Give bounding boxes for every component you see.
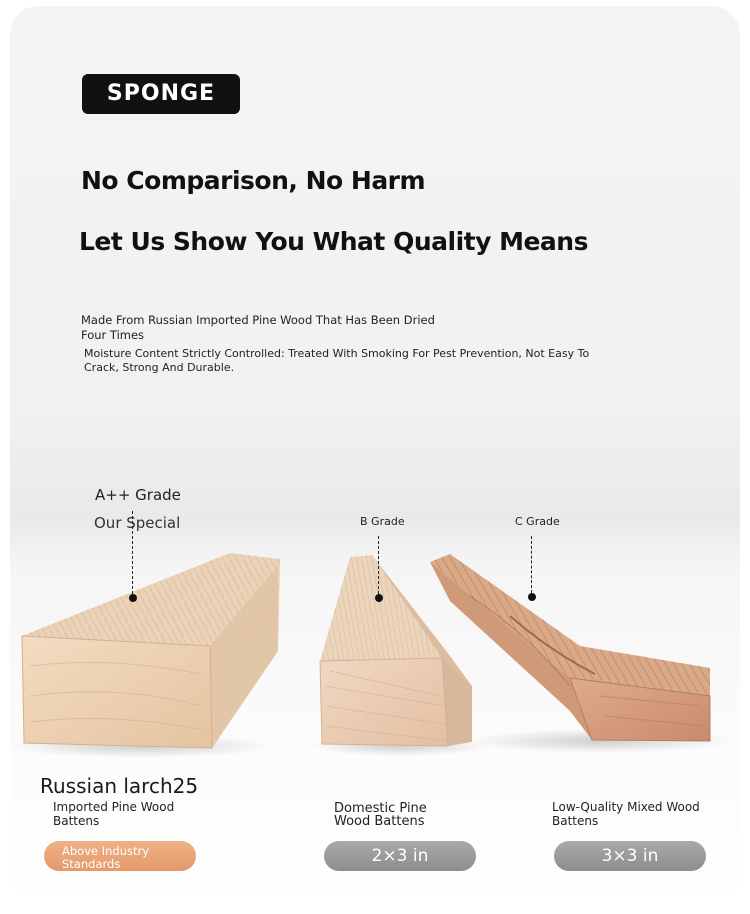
size-pill-b: 2×3 in bbox=[324, 841, 476, 871]
pointer-dot-c bbox=[528, 593, 536, 601]
batten-a-grade bbox=[22, 553, 280, 748]
pointer-dot-b bbox=[375, 594, 383, 602]
product-name-b: Domestic Pine Wood Battens bbox=[334, 801, 427, 829]
pointer-line-a bbox=[132, 511, 133, 594]
grade-label-c: C Grade bbox=[515, 515, 560, 528]
brand-logo: SPONGE bbox=[82, 74, 240, 114]
tag-text-a: Above Industry Standards bbox=[62, 844, 150, 871]
description-treatment: Moisture Content Strictly Controlled: Treated With Smoking For Pest Prevention, Not Easy To Crack, Strong And Durable. bbox=[84, 347, 590, 374]
product-comparison-card bbox=[10, 6, 740, 906]
size-pill-c: 3×3 in bbox=[554, 841, 706, 871]
grade-label-b: B Grade bbox=[360, 515, 405, 528]
grade-subtitle-a: Our Special bbox=[94, 514, 181, 532]
pointer-line-b bbox=[378, 536, 379, 594]
product-title-a: Russian larch25 bbox=[40, 774, 199, 798]
headline-primary: No Comparison, No Harm bbox=[81, 166, 426, 195]
pointer-line-c bbox=[531, 536, 532, 593]
pointer-dot-a bbox=[129, 594, 137, 602]
wood-battens-illustration bbox=[10, 6, 740, 906]
tag-pill-a bbox=[44, 841, 196, 871]
product-name-c: Low-Quality Mixed Wood Battens bbox=[552, 800, 700, 828]
product-name-a: Imported Pine Wood Battens bbox=[53, 800, 175, 828]
headline-secondary: Let Us Show You What Quality Means bbox=[79, 227, 588, 256]
description-origin: Made From Russian Imported Pine Wood That Has Been Dried Four Times bbox=[81, 313, 435, 342]
grade-label-a: A++ Grade bbox=[95, 486, 181, 504]
